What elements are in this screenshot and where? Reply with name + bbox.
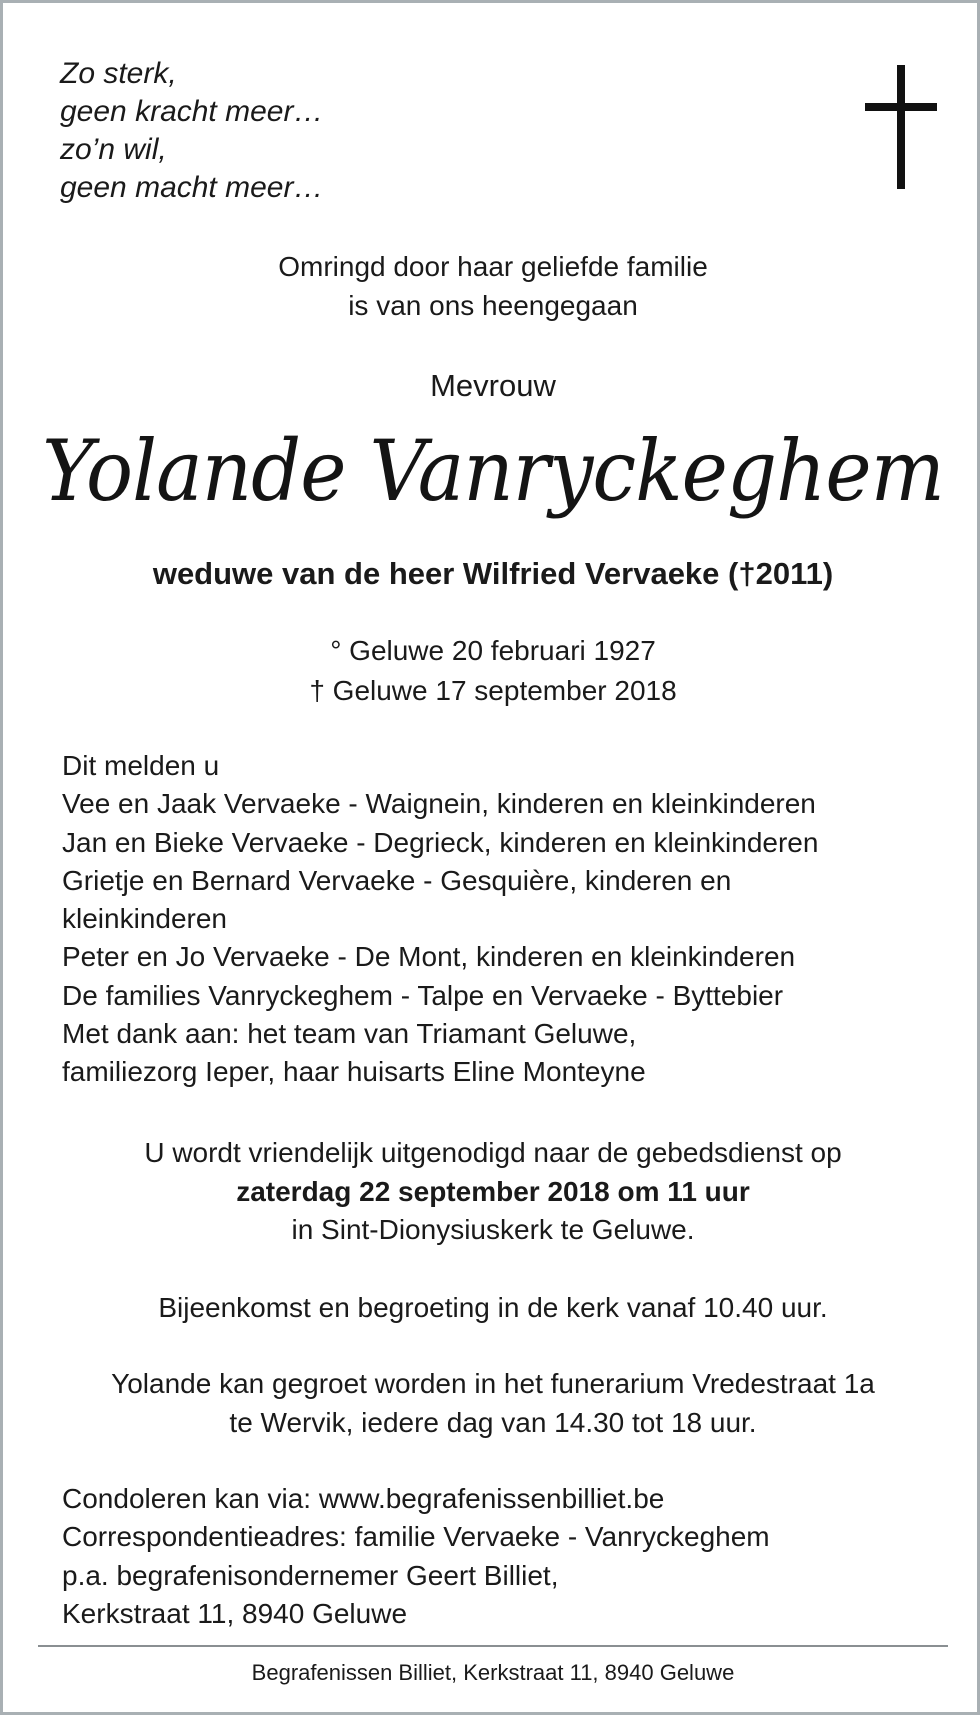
service-datetime: zaterdag 22 september 2018 om 11 uur [236,1175,750,1207]
family-line: Jan en Bieke Vervaeke - Degrieck, kinderen en kleinkinderen [62,826,819,858]
family-line: familiezorg Ieper, haar huisarts Eline Monteyne [62,1056,646,1088]
deceased-name: Yolande Vanryckeghem [42,422,944,520]
intro-line: Omringd door haar geliefde familie [278,251,708,282]
viewing-info [3,1365,980,1442]
family-line: Dit melden u [62,750,220,781]
gathering-info: Bijeenkomst en begroeting in de kerk vanaf 10.40 uur. [158,1292,828,1323]
contact-line: p.a. begrafenisondernemer Geert Billiet, [62,1559,559,1591]
service-location: in Sint-Dionysiuskerk te Geluwe. [291,1214,695,1245]
intro-line: is van ons heengegaan [348,290,638,321]
contact-line: Condoleren kan via: www.begrafenissenbilliet.be [62,1483,665,1514]
family-line: Peter en Jo Vervaeke - De Mont, kinderen en kleinkinderen [62,941,796,973]
viewing-line: Yolande kan gegroet worden in het funerarium Vredestraat 1a [111,1368,875,1399]
contact-line: Correspondentieadres: familie Vervaeke - Vanryckeghem [62,1521,770,1553]
viewing-line: te Wervik, iedere dag van 14.30 tot 18 uur. [229,1406,757,1438]
family-line: Vee en Jaak Vervaeke - Waignein, kinderen en kleinkinderen [62,788,816,820]
family-line: Met dank aan: het team van Triamant Geluwe, [62,1018,637,1050]
poem-line: geen kracht meer… [60,95,324,128]
cross-icon [865,65,937,189]
poem-line: zo’n wil, [60,133,167,166]
birth-date: ° Geluwe 20 februari 1927 [330,635,656,666]
honorific: Mevrouw [430,368,556,403]
death-date: † Geluwe 17 september 2018 [309,675,677,706]
poem-line: Zo sterk, [60,57,177,90]
life-dates [3,631,980,711]
poem-line: geen macht meer… [60,171,324,204]
family-line: Grietje en Bernard Vervaeke - Gesquière, kinderen en [62,864,732,896]
contact-info [62,1480,770,1633]
family-line: kleinkinderen [62,903,227,935]
intro-text [3,247,980,325]
family-announcement [62,747,818,1092]
contact-line: Kerkstraat 11, 8940 Geluwe [62,1597,408,1629]
poem [60,55,323,207]
service-info [3,1134,980,1250]
footer-text: Begrafenissen Billiet, Kerkstraat 11, 8940 Geluwe [251,1660,735,1685]
service-invite: U wordt vriendelijk uitgenodigd naar de gebedsdienst op [144,1137,842,1168]
family-line: De families Vanryckeghem - Talpe en Vervaeke - Byttebier [62,979,784,1011]
footer-divider [38,1645,948,1647]
spouse-line: weduwe van de heer Wilfried Vervaeke (†2011) [152,556,834,591]
